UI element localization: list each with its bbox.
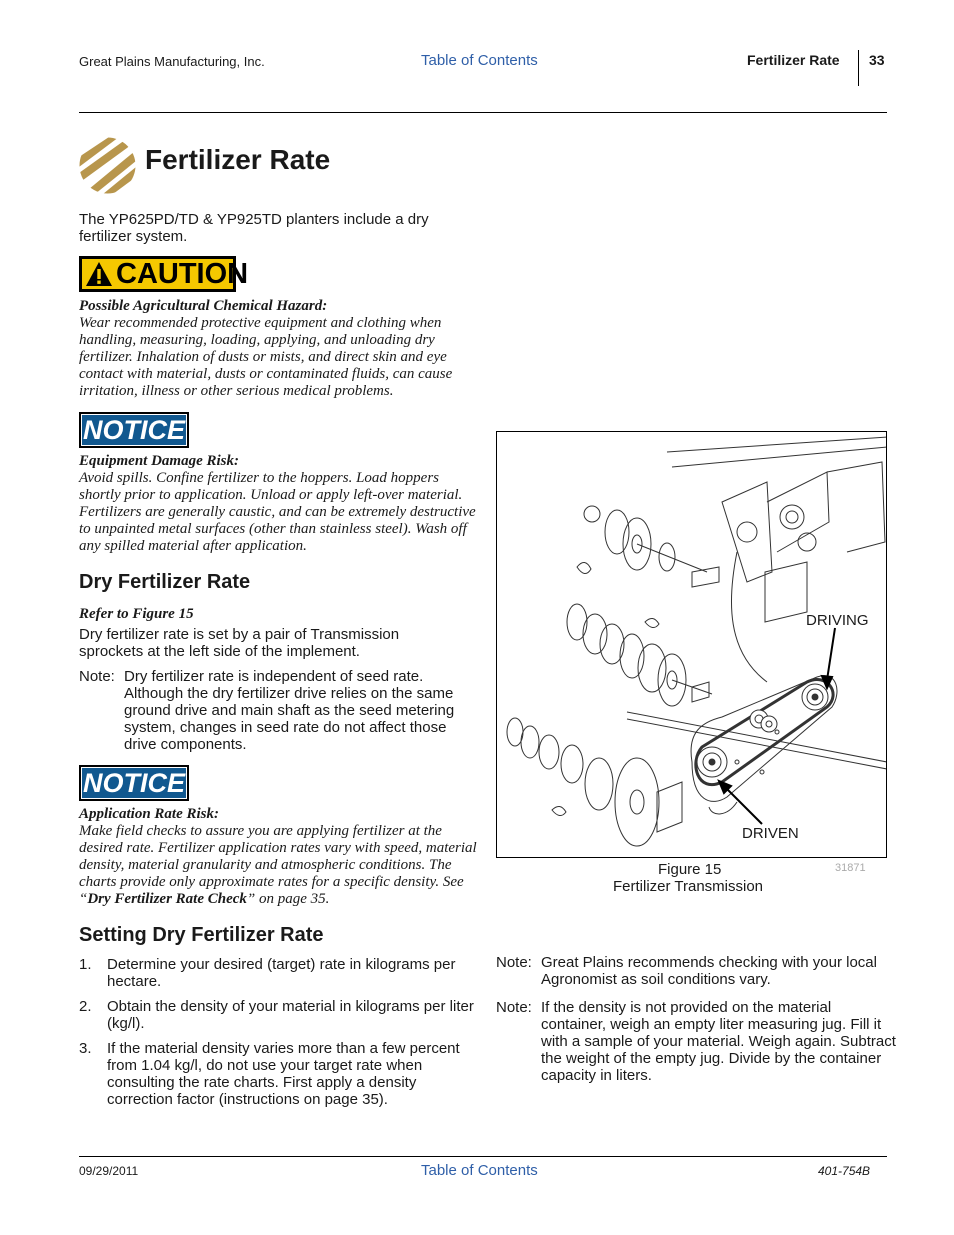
driven-label: DRIVEN — [742, 825, 799, 842]
figure-image-number: 31871 — [835, 862, 866, 874]
note-text: If the density is not provided on the material container, weigh an empty liter measuring jug. Fill it with a sample of your material. Weigh again. Subtract the weight of the empty jug. Divide by the container capacity in liters. — [541, 999, 896, 1084]
note-label: Note: — [496, 999, 532, 1016]
header-divider — [858, 50, 859, 86]
footer-rule — [79, 1156, 887, 1157]
note-label: Note: — [496, 954, 532, 971]
notice-body: Avoid spills. Confine fertilizer to the hoppers. Load hoppers shortly prior to application. Unload or apply left-over material. Fertilizers are generally caustic, and can be extremely destructive to unpainted metal surfaces (other than stainless steel). Wash off any spilled material after application. — [79, 470, 476, 554]
figure-reference: Refer to Figure 15 — [79, 606, 194, 622]
notice-body-start: Make field checks to assure you are applying fertilizer at the desired rate. Fertilizer application rates vary with speed, material density, material granularity and atmospheric conditions. The charts provide only approximate rates for a specific density. See “ — [79, 823, 477, 907]
header-company: Great Plains Manufacturing, Inc. — [79, 54, 265, 69]
dry-rate-paragraph: Dry fertilizer rate is set by a pair of Transmission sprockets at the left side of the implement. — [79, 626, 400, 660]
notice-badge — [79, 412, 189, 448]
step-number: 2. — [79, 998, 92, 1015]
header-section-title: Fertilizer Rate — [747, 52, 840, 68]
notice-message — [79, 453, 479, 555]
intro-paragraph: The YP625PD/TD & YP925TD planters include a dry fertilizer system. — [79, 211, 429, 245]
caution-label: CAUTION — [116, 257, 249, 290]
notice-body — [79, 823, 479, 908]
step-number: 3. — [79, 1040, 92, 1057]
notice-label: NOTICE — [82, 767, 185, 798]
caution-message — [79, 298, 479, 400]
page-title: Fertilizer Rate — [145, 144, 331, 175]
footer-toc-link[interactable]: Table of Contents — [421, 1162, 538, 1179]
footer-doc-number: 401-754B — [818, 1164, 871, 1178]
header-rule — [79, 112, 887, 113]
figure-caption-title: Fertilizer Transmission — [613, 878, 764, 895]
caution-body: Wear recommended protective equipment and clothing when handling, measuring, loading, applying, and unloading dry fertilizer. Inhalation of dusts or mists, and direct skin and eye contact with material, dusts or contaminated fluids, can cause irritation, illness or other serious medical problems. — [79, 315, 453, 399]
figure-caption-number: Figure 15 — [658, 861, 722, 878]
step-number: 1. — [79, 956, 92, 973]
dry-fertilizer-rate-heading: Dry Fertilizer Rate — [79, 571, 251, 593]
transmission-illustration — [497, 432, 886, 857]
footer-date: 09/29/2011 — [79, 1164, 139, 1178]
page-number: 33 — [869, 52, 885, 68]
list-item — [79, 1040, 479, 1108]
driving-label: DRIVING — [806, 612, 869, 629]
caution-badge — [79, 256, 249, 292]
great-plains-logo-icon — [79, 137, 136, 194]
note — [496, 954, 896, 988]
setting-rate-heading: Setting Dry Fertilizer Rate — [79, 924, 324, 946]
step-text: Determine your desired (target) rate in kilograms per hectare. — [107, 956, 456, 990]
notice-heading: Application Rate Risk: — [79, 806, 220, 822]
header-toc-link[interactable]: Table of Contents — [421, 52, 538, 69]
notice-heading: Equipment Damage Risk: — [79, 453, 240, 469]
notice-message — [79, 806, 479, 908]
warning-triangle-icon — [85, 261, 113, 287]
step-text: If the material density varies more than a few percent from 1.04 kg/l, do not use your target rate when consulting the rate charts. First apply a density correction factor (instructions on page 35). — [107, 1040, 460, 1108]
fertilizer-transmission-figure — [496, 431, 887, 858]
note-text: Great Plains recommends checking with your local Agronomist as soil conditions vary. — [541, 954, 877, 988]
notice-badge — [79, 765, 189, 801]
note-label: Note: — [79, 668, 115, 685]
step-text: Obtain the density of your material in kilograms per liter (kg/l). — [107, 998, 474, 1032]
notice-body-end: ” on page 35. — [246, 891, 330, 907]
caution-heading: Possible Agricultural Chemical Hazard: — [79, 298, 328, 314]
list-item — [79, 998, 479, 1032]
dry-fertilizer-rate-check-link[interactable]: Dry Fertilizer Rate Check — [87, 891, 247, 907]
note-text: Dry fertilizer rate is independent of seed rate. Although the dry fertilizer drive relies on the same ground drive and main shaft as the seed metering system, changes in seed rate do not affect those drive components. — [124, 668, 455, 753]
note — [496, 999, 896, 1084]
notice-label: NOTICE — [82, 414, 185, 445]
note — [79, 668, 479, 753]
list-item — [79, 956, 479, 990]
